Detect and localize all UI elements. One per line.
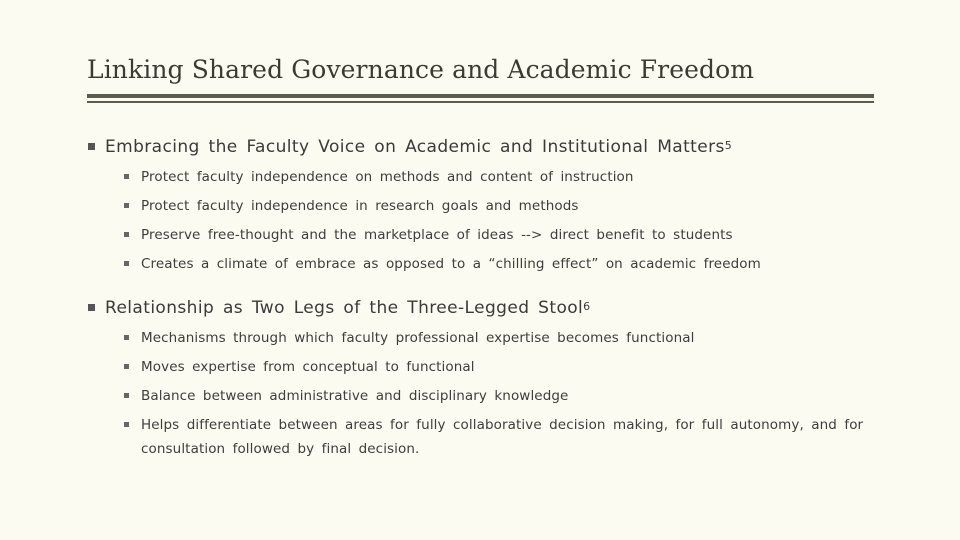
title-divider-thin — [87, 101, 874, 103]
list-item-text: Balance between administrative and disciplinary knowledge — [141, 388, 569, 404]
small-square-bullet-icon — [124, 422, 129, 427]
list-item-text: Moves expertise from conceptual to functional — [141, 359, 475, 375]
footnote-marker: 5 — [724, 139, 733, 152]
list-item-text: Preserve free-thought and the marketplace of ideas --> direct benefit to students — [141, 227, 733, 243]
list-item-text: Protect faculty independence in research goals and methods — [141, 198, 579, 214]
sub-bullet-list — [87, 329, 877, 461]
small-square-bullet-icon — [124, 232, 129, 237]
list-item-text: Helps differentiate between areas for fully collaborative decision making, for full autonomy, and for consultation followed by final decision. — [141, 417, 864, 457]
small-square-bullet-icon — [124, 335, 129, 340]
list-item-text: Mechanisms through which faculty professional expertise becomes functional — [141, 330, 695, 346]
title-divider-thick — [87, 94, 874, 98]
section-heading-text: Relationship as Two Legs of the Three-Legged Stool — [105, 298, 584, 318]
list-item — [87, 413, 877, 461]
square-bullet-icon — [88, 304, 95, 311]
slide-title: Linking Shared Governance and Academic Freedom — [87, 55, 755, 84]
small-square-bullet-icon — [124, 203, 129, 208]
list-item — [87, 387, 877, 405]
list-item — [87, 197, 877, 215]
section-heading-three-legged-stool — [87, 297, 877, 319]
list-item-text: Protect faculty independence on methods and content of instruction — [141, 169, 634, 185]
slide-content — [87, 136, 877, 472]
small-square-bullet-icon — [124, 364, 129, 369]
small-square-bullet-icon — [124, 174, 129, 179]
list-item — [87, 168, 877, 186]
small-square-bullet-icon — [124, 393, 129, 398]
square-bullet-icon — [88, 143, 95, 150]
list-item — [87, 329, 877, 347]
list-item — [87, 255, 877, 273]
footnote-marker: 6 — [583, 300, 591, 313]
section-heading-faculty-voice — [87, 136, 877, 158]
small-square-bullet-icon — [124, 261, 129, 266]
sub-bullet-list — [87, 168, 877, 273]
section-heading-text: Embracing the Faculty Voice on Academic and Institutional Matters — [105, 137, 725, 157]
list-item-text: Creates a climate of embrace as opposed to a “chilling effect” on academic freedom — [141, 256, 761, 272]
list-item — [87, 226, 877, 244]
list-item — [87, 358, 877, 376]
